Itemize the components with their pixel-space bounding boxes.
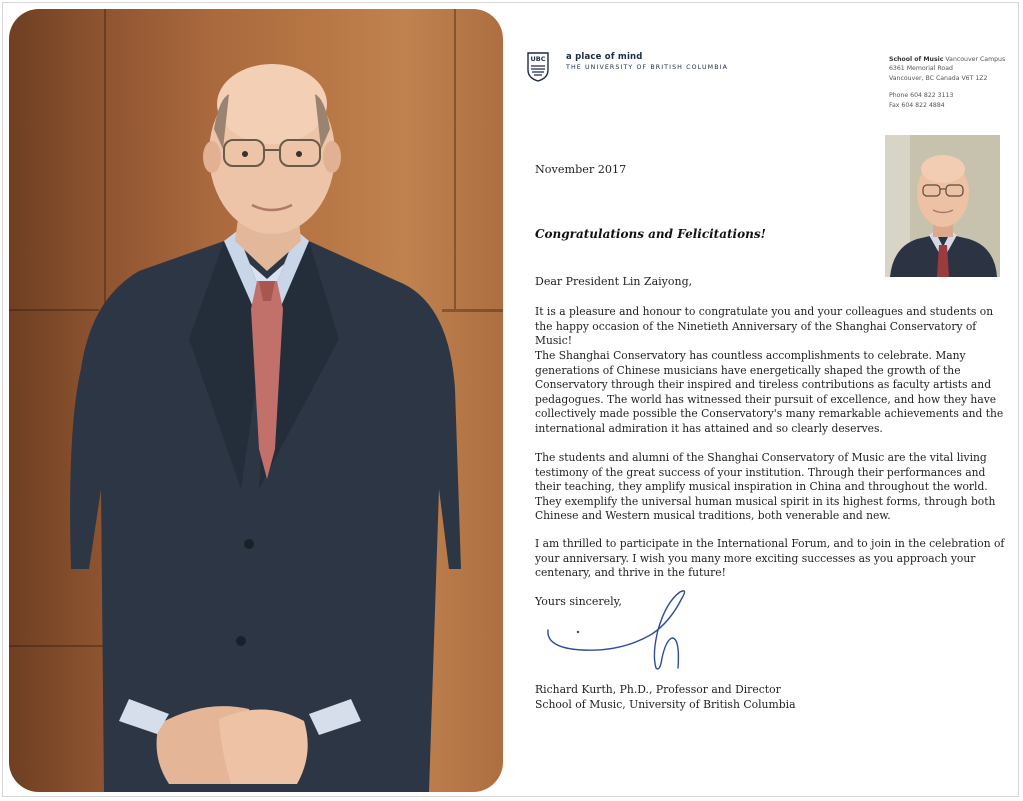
paragraph-1: It is a pleasure and honour to congratulate you and your colleagues and students on the happy occasion of the Ninetieth Anniversary of the Shanghai Conservatory of Music!	[535, 305, 994, 348]
letter-heading: Congratulations and Felicitations!	[535, 227, 766, 241]
portrait-photo	[9, 9, 503, 792]
paragraph-4: I am thrilled to participate in the International Forum, and to join in the celebration of your anniversary. I wish you many more exciting successes as you approach your centenary, and thrive in the future!	[535, 537, 1005, 580]
city-address: Vancouver, BC Canada V6T 1Z2	[889, 74, 988, 82]
signer-name: Richard Kurth, Ph.D., Professor and Director	[535, 683, 781, 696]
man-in-suit-illustration	[9, 9, 503, 792]
closing-phrase: Yours sincerely,	[535, 595, 622, 608]
letter-date: November 2017	[535, 163, 627, 176]
university-name: THE UNIVERSITY OF BRITISH COLUMBIA	[566, 64, 728, 71]
paragraph-3: The students and alumni of the Shanghai Conservatory of Music are the vital living testimony of the great success of your institution. Through their performances and their teaching, they amplify musical inspiration in China and throughout the world. They exemplify the universal human musical spirit in its highest forms, through both Chinese and Western musical traditions, both venerable and new.	[535, 451, 996, 523]
phone-number: Phone 604 822 3113	[889, 92, 954, 100]
headshot-photo	[885, 135, 1000, 277]
department-name: School of Music	[889, 56, 944, 63]
signature-mark	[542, 588, 692, 673]
signer-block	[535, 682, 796, 712]
department-address	[889, 55, 1005, 110]
salutation: Dear President Lin Zaiyong,	[535, 275, 693, 288]
fax-number: Fax 604 822 4884	[889, 101, 945, 109]
paragraph-2: The Shanghai Conservatory has countless accomplishments to celebrate. Many generations of Chinese musicians have energetically shaped the growth of the Conservatory through their inspired and tireless contributions as faculty artists and pedagogues. The world has witnessed their pursuit of excellence, and how they have collectively made possible the Conservatory's many remarkable achievements and the international admiration it has attained and so clearly deserves.	[535, 349, 1004, 435]
ubc-crest-icon	[527, 52, 549, 82]
campus-name: Vancouver Campus	[945, 56, 1006, 63]
signer-affiliation: School of Music, University of British Columbia	[535, 698, 796, 711]
letterhead-tagline	[566, 52, 728, 71]
ubc-logo-text: UBC	[530, 55, 546, 63]
street-address: 6361 Memorial Road	[889, 65, 953, 73]
letter-page	[510, 0, 1023, 801]
tagline-text: a place of mind	[566, 52, 643, 62]
